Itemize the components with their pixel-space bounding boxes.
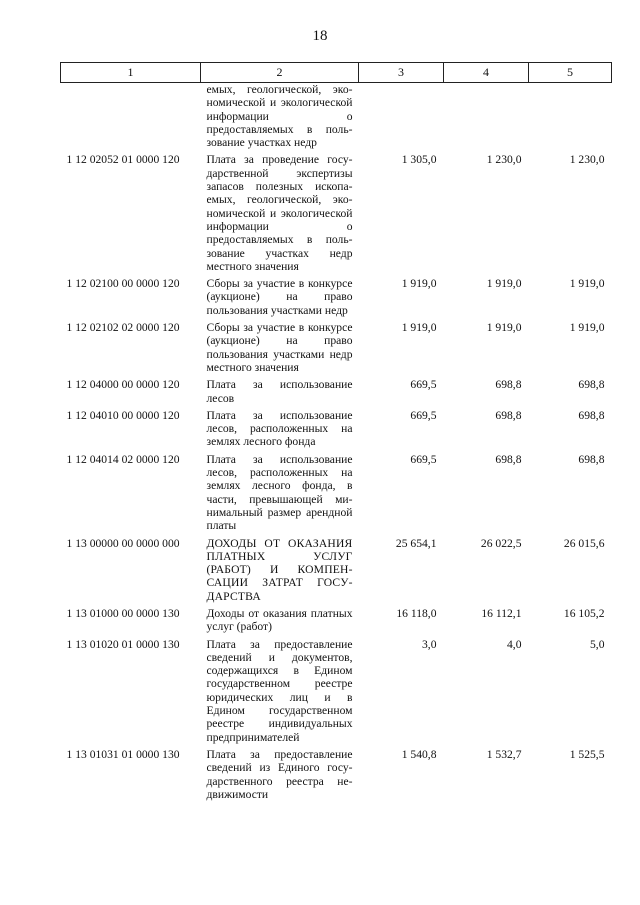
revenue-table [60, 62, 612, 805]
table-row [61, 607, 612, 638]
value-col-5: 698,8 [578, 452, 605, 466]
value-col-4: 16 112,1 [481, 606, 522, 620]
page-number: 18 [312, 28, 328, 44]
table-body [61, 83, 612, 806]
value-col-3: 669,5 [410, 452, 437, 466]
header-row [61, 63, 612, 83]
table-row [61, 277, 612, 321]
revenue-description: Доходы от оказания платных услуг (работ) [206, 606, 353, 634]
revenue-description: Плата за использование лесов, расположенных на землях лесного фонда [206, 408, 353, 449]
value-col-3: 669,5 [410, 378, 437, 392]
revenue-description: Сборы за участие в конкурсе (аукционе) на право пользования участками недр [206, 277, 353, 317]
column-header-4: 4 [444, 63, 529, 83]
column-header-2: 2 [201, 63, 359, 83]
column-header-1: 1 [61, 63, 201, 83]
table-row [61, 537, 612, 607]
table-row [61, 378, 612, 409]
value-col-3: 1 305,0 [401, 153, 437, 167]
budget-code: 1 12 02102 02 0000 120 [66, 321, 180, 335]
table-row [61, 638, 612, 748]
value-col-5: 1 919,0 [569, 321, 605, 335]
budget-code: 1 12 02100 00 0000 120 [66, 277, 180, 291]
value-col-3 [359, 83, 444, 154]
column-header-5: 5 [529, 63, 612, 83]
value-col-5: 1 525,5 [569, 747, 605, 761]
revenue-description: Сборы за участие в конкурсе (аукционе) на право пользования участками недр местного значения [206, 321, 353, 374]
value-col-4 [444, 83, 529, 154]
value-col-3: 3,0 [422, 637, 437, 651]
value-col-5: 16 105,2 [563, 606, 605, 620]
column-header-3: 3 [359, 63, 444, 83]
table-header [61, 63, 612, 83]
value-col-3: 669,5 [410, 408, 437, 422]
value-col-4: 1 919,0 [486, 321, 522, 335]
budget-code: 1 12 04014 02 0000 120 [66, 452, 180, 466]
value-col-4: 26 022,5 [480, 536, 522, 550]
value-col-4: 1 230,0 [486, 153, 522, 167]
value-col-3: 1 540,8 [401, 747, 437, 761]
revenue-description: Плата за предоставление сведений и документов, содержащихся в Едином государственном реестре юридических лиц и в Едином государственном реестре индивидуальных предпринимателей [206, 637, 353, 744]
value-col-4: 698,8 [495, 408, 522, 422]
budget-code: 1 13 01000 00 0000 130 [66, 606, 180, 620]
value-col-3: 25 654,1 [395, 536, 437, 550]
revenue-description: емых, геологической, экономической и экологической информации о предоставляемых в пользование участках недр [206, 83, 353, 150]
table-row [61, 453, 612, 537]
revenue-description: Плата за предоставление сведений из Единого государственного реестра недвижимости [206, 747, 353, 801]
revenue-description: Плата за использование лесов, расположенных на землях лесного фонда, в части, превышающей минимальный размер арендной платы [206, 452, 353, 533]
value-col-5: 26 015,6 [563, 536, 605, 550]
value-col-5: 698,8 [578, 378, 605, 392]
value-col-5 [529, 83, 612, 154]
table-row [61, 748, 612, 805]
table-row [61, 409, 612, 453]
budget-code: 1 12 04010 00 0000 120 [66, 408, 180, 422]
value-col-5: 1 230,0 [569, 153, 605, 167]
revenue-description: Плата за проведение государственной экспертизы запасов полезных ископаемых, геологической, экономической и экологической информации о предоставляемых в пользование участках недр местного значения [206, 153, 353, 273]
revenue-description: ДОХОДЫ ОТ ОКАЗАНИЯ ПЛАТНЫХ УСЛУГ (РАБОТ) И КОМПЕНСАЦИИ ЗАТРАТ ГОСУДАРСТВА [206, 536, 353, 603]
table-row [61, 153, 612, 277]
value-col-5: 698,8 [578, 408, 605, 422]
value-col-5: 1 919,0 [569, 277, 605, 291]
budget-code: 1 13 01020 01 0000 130 [66, 637, 180, 651]
value-col-3: 16 118,0 [396, 606, 437, 620]
value-col-3: 1 919,0 [401, 277, 437, 291]
revenue-description: Плата за использование лесов [206, 378, 353, 405]
table-row [61, 83, 612, 154]
value-col-3: 1 919,0 [401, 321, 437, 335]
budget-code: 1 13 00000 00 0000 000 [66, 536, 180, 550]
budget-code: 1 12 04000 00 0000 120 [66, 378, 180, 392]
budget-code [61, 83, 201, 154]
budget-code: 1 12 02052 01 0000 120 [66, 153, 180, 167]
value-col-5: 5,0 [590, 637, 605, 651]
value-col-4: 1 532,7 [486, 747, 522, 761]
value-col-4: 698,8 [495, 452, 522, 466]
value-col-4: 698,8 [495, 378, 522, 392]
value-col-4: 1 919,0 [486, 277, 522, 291]
budget-code: 1 13 01031 01 0000 130 [66, 747, 180, 761]
value-col-4: 4,0 [507, 637, 522, 651]
table-row [61, 321, 612, 378]
